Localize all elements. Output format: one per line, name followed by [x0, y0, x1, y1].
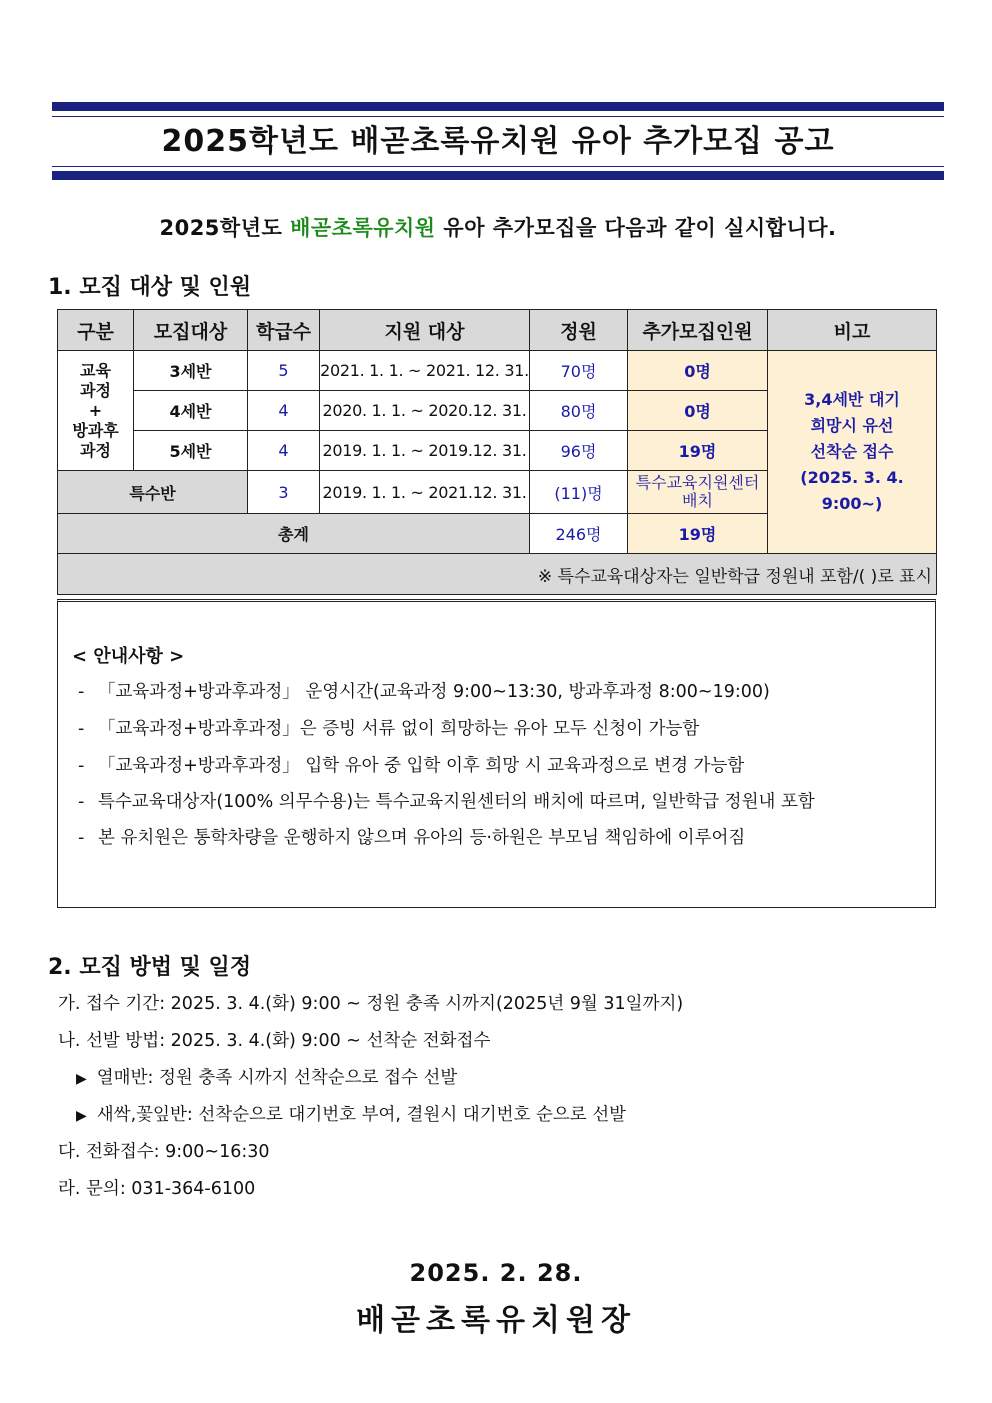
table-row — [58, 351, 937, 391]
notice-item-text: 「교육과정+방과후과정」 입학 유아 중 입학 이후 희망 시 교육과정으로 변경 가능함 — [98, 756, 745, 776]
header-classes: 학급수 — [248, 310, 320, 351]
remark-line: (2025. 3. 4. — [800, 468, 904, 487]
remark-line: 3,4세반 대기 — [804, 390, 900, 409]
intro-text — [52, 212, 944, 242]
category-line: + — [88, 400, 103, 420]
triangle-bullet-icon: ▶ — [76, 1071, 87, 1087]
footer-signature: 배곧초록유치원장 — [356, 1303, 636, 1338]
notice-item: - 본 유치원은 통학차량을 운행하지 않으며 유아의 등·하원은 부모님 책임하에 이루어짐 — [78, 828, 746, 848]
total-label: 총계 — [58, 514, 530, 554]
birth-range: 2020. 1. 1. ~ 2020.12. 31. — [320, 391, 530, 431]
remark-line: 선착순 접수 — [810, 442, 894, 461]
schedule-method-sub — [58, 1097, 938, 1134]
header-target: 모집대상 — [134, 310, 248, 351]
class-count: 5 — [248, 351, 320, 391]
title-bottom-bar — [52, 171, 944, 180]
category-cell — [58, 351, 134, 471]
notice-item: - 특수교육대상자(100% 의무수용)는 특수교육지원센터의 배치에 따르며, 일반학급 정원내 포함 — [78, 792, 815, 812]
table-note: ※ 특수교육대상자는 일반학급 정원내 포함/( )로 표시 — [58, 554, 937, 595]
extra-recruit: 0명 — [628, 351, 768, 391]
category-line: 과정 — [80, 440, 111, 460]
class-count: 4 — [248, 431, 320, 471]
intro-prefix: 2025학년도 — [159, 216, 291, 240]
notice-item: - 「교육과정+방과후과정」은 증빙 서류 없이 희망하는 유아 모두 신청이 가능함 — [78, 719, 700, 739]
notice-item-text: 「교육과정+방과후과정」 운영시간(교육과정 9:00~13:30, 방과후과정 8:00~19:00) — [98, 682, 770, 702]
notice-list — [78, 676, 918, 859]
table-note-row — [58, 554, 937, 595]
category-line: 과정 — [80, 380, 111, 400]
schedule-sub-text: 새싹,꽃잎반: 선착순으로 대기번호 부여, 결원시 대기번호 순으로 선발 — [96, 1105, 627, 1125]
schedule-period: 가. 접수 기간: 2025. 3. 4.(화) 9:00 ~ 정원 충족 시까지(2025년 9월 31일까지) — [58, 994, 684, 1014]
header-extra: 추가모집인원 — [628, 310, 768, 351]
header-capacity: 정원 — [530, 310, 628, 351]
schedule-phone-hours: 다. 전화접수: 9:00~16:30 — [58, 1142, 270, 1162]
remark-cell — [768, 351, 937, 554]
schedule-method-sub — [58, 1060, 938, 1097]
section1-title: 1. 모집 대상 및 인원 — [48, 275, 252, 300]
capacity: (11)명 — [530, 471, 628, 514]
total-extra: 19명 — [628, 514, 768, 554]
category-line: 교육 — [80, 360, 111, 380]
section2-title: 2. 모집 방법 및 일정 — [48, 955, 252, 980]
schedule-method: 나. 선발 방법: 2025. 3. 4.(화) 9:00 ~ 선착순 전화접수 — [58, 1031, 491, 1051]
schedule-sub-text: 열매반: 정원 충족 시까지 선착순으로 접수 선발 — [96, 1068, 458, 1088]
special-placement-line: 배치 — [682, 491, 713, 510]
header-eligibility: 지원 대상 — [320, 310, 530, 351]
birth-range: 2019. 1. 1. ~ 2019.12. 31. — [320, 431, 530, 471]
class-count: 3 — [248, 471, 320, 514]
intro-suffix: 유아 추가모집을 다음과 같이 실시합니다. — [435, 216, 837, 240]
notice-title: < 안내사항 > — [72, 646, 185, 667]
title-top-line — [52, 116, 944, 117]
footer-date: 2025. 2. 28. — [409, 1259, 583, 1287]
birth-range: 2021. 1. 1. ~ 2021. 12. 31. — [320, 351, 530, 391]
title-bottom-line — [52, 166, 944, 167]
class-name: 3세반 — [134, 351, 248, 391]
notice-box — [57, 599, 936, 908]
header-category: 구분 — [58, 310, 134, 351]
class-name: 4세반 — [134, 391, 248, 431]
capacity: 70명 — [530, 351, 628, 391]
special-placement — [628, 471, 768, 514]
capacity: 96명 — [530, 431, 628, 471]
remark-line: 9:00~) — [821, 494, 883, 513]
header-remark: 비고 — [768, 310, 937, 351]
extra-recruit: 19명 — [628, 431, 768, 471]
class-name: 5세반 — [134, 431, 248, 471]
schedule-list — [58, 986, 938, 1208]
special-class-label: 특수반 — [58, 471, 248, 514]
schedule-contact: 라. 문의: 031-364-6100 — [58, 1179, 256, 1199]
page-title: 2025학년도 배곧초록유치원 유아 추가모집 공고 — [161, 124, 835, 159]
special-placement-line: 특수교육지원센터 — [635, 473, 760, 492]
capacity: 80명 — [530, 391, 628, 431]
birth-range: 2019. 1. 1. ~ 2021.12. 31. — [320, 471, 530, 514]
intro-school: 배곧초록유치원 — [290, 216, 436, 240]
notice-item-text: 본 유치원은 통학차량을 운행하지 않으며 유아의 등·하원은 부모님 책임하에 이루어짐 — [98, 828, 746, 848]
notice-item: - 「교육과정+방과후과정」 입학 유아 중 입학 이후 희망 시 교육과정으로 변경 가능함 — [78, 756, 745, 776]
remark-line: 희망시 유선 — [810, 416, 894, 435]
category-line: 방과후 — [72, 420, 119, 440]
table-header-row — [58, 310, 937, 351]
recruitment-table — [57, 309, 937, 595]
notice-item-text: 「교육과정+방과후과정」은 증빙 서류 없이 희망하는 유아 모두 신청이 가능함 — [98, 719, 700, 739]
notice-item-text: 특수교육대상자(100% 의무수용)는 특수교육지원센터의 배치에 따르며, 일반학급 정원내 포함 — [98, 792, 815, 812]
class-count: 4 — [248, 391, 320, 431]
extra-recruit: 0명 — [628, 391, 768, 431]
title-top-bar — [52, 102, 944, 111]
total-capacity: 246명 — [530, 514, 628, 554]
triangle-bullet-icon: ▶ — [76, 1108, 87, 1124]
notice-item: - 「교육과정+방과후과정」 운영시간(교육과정 9:00~13:30, 방과후과정 8:00~19:00) — [78, 682, 770, 702]
